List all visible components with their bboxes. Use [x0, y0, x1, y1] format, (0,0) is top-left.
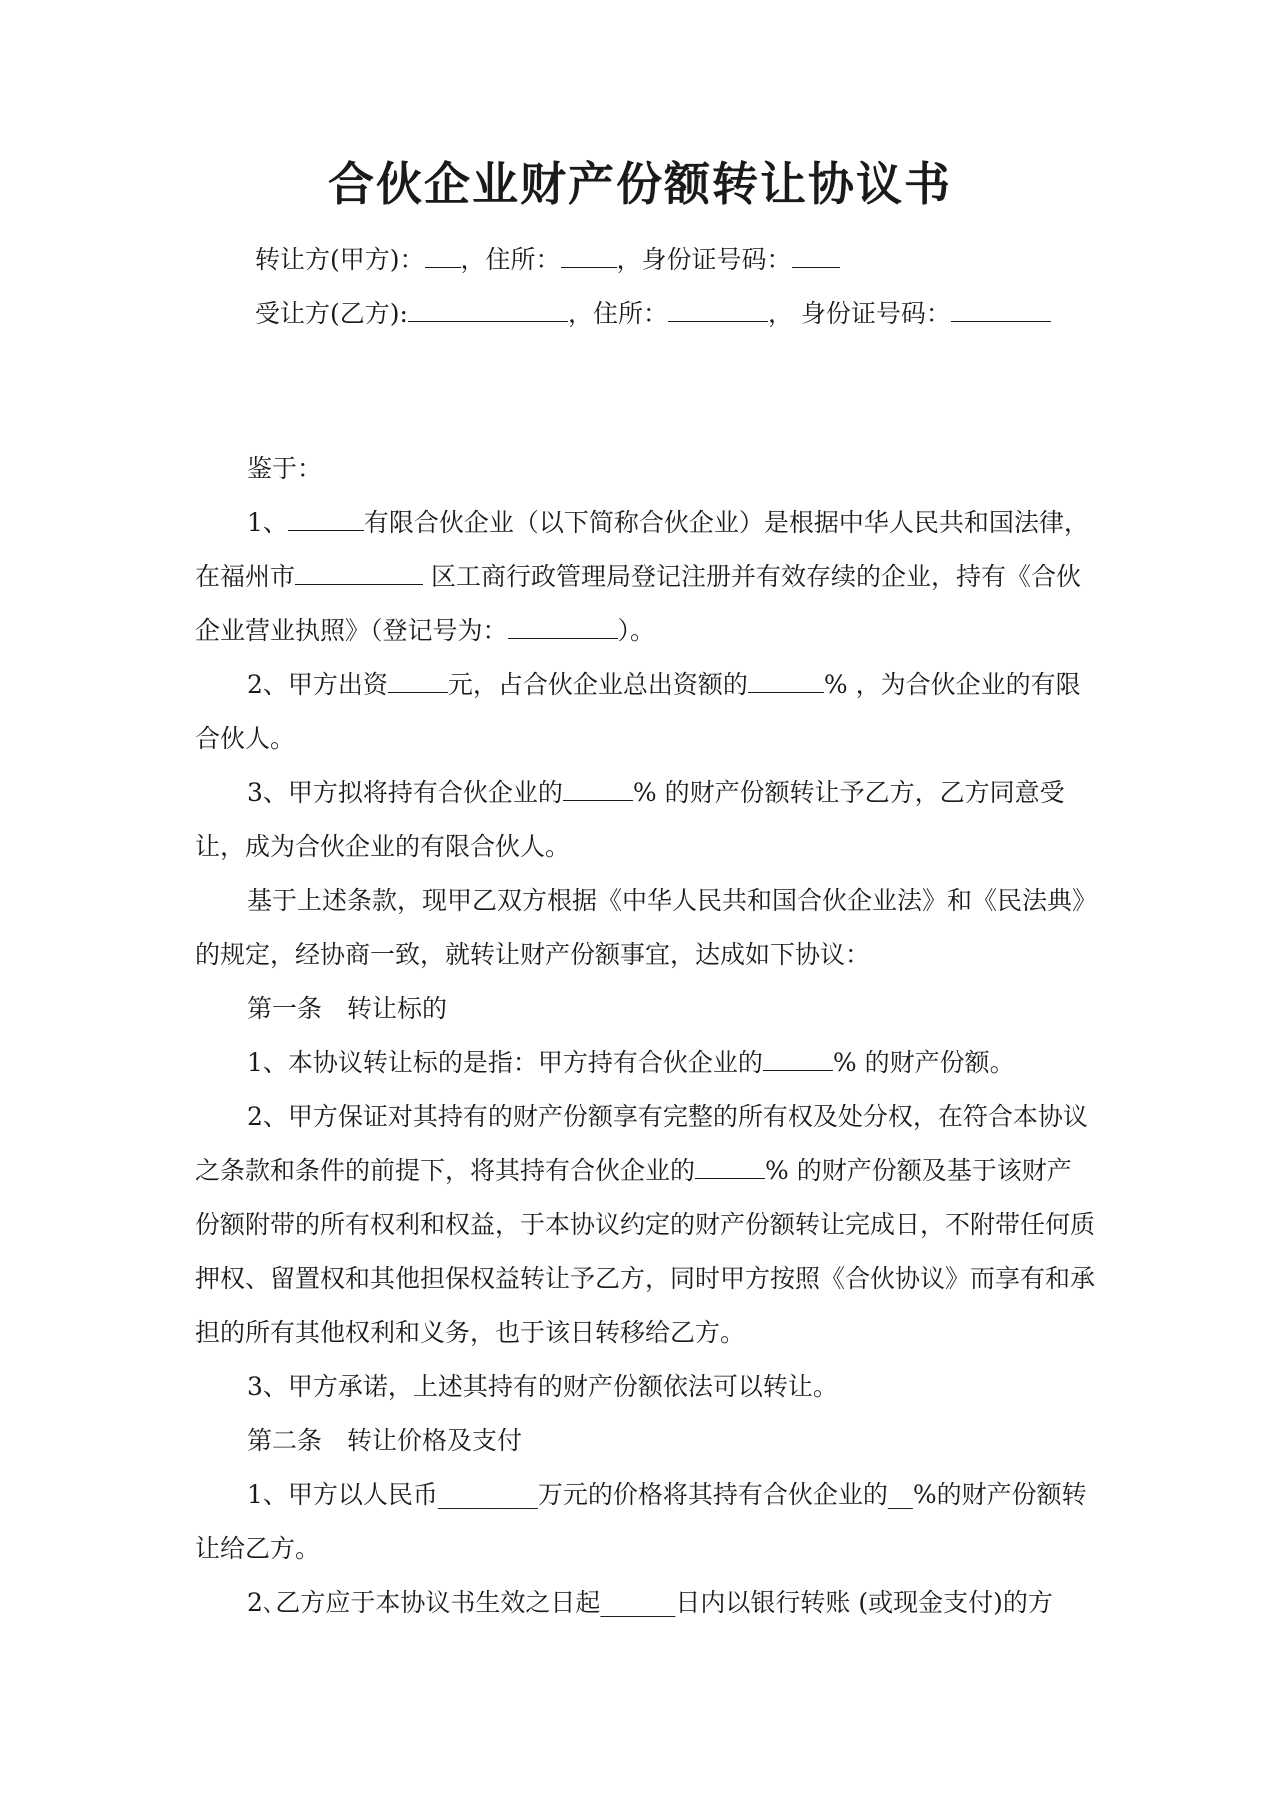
- article-2-clause-1-text-b: %的财产份额转让给乙方。: [195, 1480, 1087, 1563]
- article-1-heading: 第一条 转让标的: [247, 994, 448, 1023]
- article-1-clause-2-percent-blank: [695, 1156, 765, 1179]
- recital-2-text-a: 2、甲方出资: [247, 670, 388, 699]
- article-1-clause-2-text-a: 2、甲方保证对其持有的财产份额享有完整的所有权及处分权，在符合本协议之条款和条件的前提下，将其持有合伙企业的: [195, 1102, 1088, 1185]
- article-1-clause-2: [195, 1090, 1095, 1360]
- transferor-label: 转让方(甲方)：: [255, 245, 425, 274]
- recital-2: [195, 658, 1095, 766]
- recital-basis: 基于上述条款，现甲乙双方根据《中华人民共和国合伙企业法》和《民法典》的规定，经协商一致，就转让财产份额事宜，达成如下协议：: [195, 886, 1085, 969]
- article-1-clause-1-text-a: 1、本协议转让标的是指：甲方持有合伙企业的: [247, 1048, 763, 1077]
- transfer-percent-blank: [563, 778, 633, 801]
- transferor-id-blank: [792, 245, 840, 268]
- article-1-clause-2-text-b: % 的财产份额及基于该财产份额附带的所有权利和权益，于本协议约定的财产份额转让完成日，不附带任何质押权、留置权和其他担保权益转让予乙方，同时甲方按照《合伙协议》而享有和承担的所有其他权利和义务，也于该日转移给乙方。: [195, 1156, 1096, 1347]
- contribution-amount-blank: [388, 670, 448, 693]
- article-1-percent-blank: [763, 1048, 833, 1071]
- article-2-clause-2: 2､乙方应于本协议书生效之日起______日内以银行转账 (或现金支付)的方: [247, 1588, 1053, 1617]
- company-name-blank: [288, 508, 364, 531]
- transferor-address-label: ，住所：: [460, 245, 561, 274]
- recital-3-text-b: % 的财产份额转让予乙方，乙方同意受让，成为合伙企业的有限合伙人。: [195, 778, 1065, 861]
- article-1-clause-1: [195, 1036, 1095, 1090]
- registration-number-blank: [508, 616, 618, 639]
- recital-2-text-b: 元，占合伙企业总出资额的: [447, 670, 748, 699]
- transferee-address-label: ，住所：: [567, 299, 668, 328]
- transferee-id-blank: [951, 299, 1051, 322]
- article-2-percent-blank: __: [887, 1480, 913, 1509]
- transferee-id-label: ， 身份证号码：: [767, 299, 951, 328]
- document-title: 合伙企业财产份额转让协议书: [328, 157, 952, 211]
- transferee-label: 受让方(乙方):: [255, 299, 408, 328]
- transferor-line: [255, 240, 840, 276]
- article-2-clause-1: [195, 1468, 1095, 1576]
- transferor-name-blank: [425, 245, 461, 268]
- recital-2-text-c: % ，为合伙企业的有限合伙人。: [195, 670, 1081, 753]
- recitals-heading: 鉴于：: [247, 454, 323, 483]
- transferor-address-blank: [561, 245, 617, 268]
- transferee-line: [255, 294, 1051, 330]
- article-1-clause-3: 3、甲方承诺，上述其持有的财产份额依法可以转让。: [247, 1372, 838, 1401]
- recital-1-text-a: 有限合伙企业（以下简称合伙企业）是根据中华人民共和国法律，在福州市: [195, 508, 1089, 591]
- recital-3-text-a: 3、甲方拟将持有合伙企业的: [247, 778, 563, 807]
- article-1-clause-1-text-b: % 的财产份额。: [832, 1048, 1015, 1077]
- transferee-name-blank: [408, 299, 568, 322]
- recital-1: [195, 496, 1095, 658]
- district-blank: [295, 562, 423, 585]
- recital-1-number: 1、: [247, 508, 288, 537]
- recital-1-text-c: ）。: [617, 616, 656, 645]
- recital-1-text-b: 区工商行政管理局登记注册并有效存续的企业，持有《合伙企业营业执照》（登记号为：: [195, 562, 1081, 645]
- transferor-id-label: ，身份证号码：: [616, 245, 792, 274]
- contribution-percent-blank: [748, 670, 824, 693]
- article-2-heading: 第二条 转让价格及支付: [247, 1426, 523, 1455]
- recital-3: [195, 766, 1095, 874]
- transferee-address-blank: [668, 299, 768, 322]
- article-2-clause-1-text-a: 1、甲方以人民币________万元的价格将其持有合伙企业的: [247, 1480, 888, 1509]
- document-body: [195, 442, 1095, 1630]
